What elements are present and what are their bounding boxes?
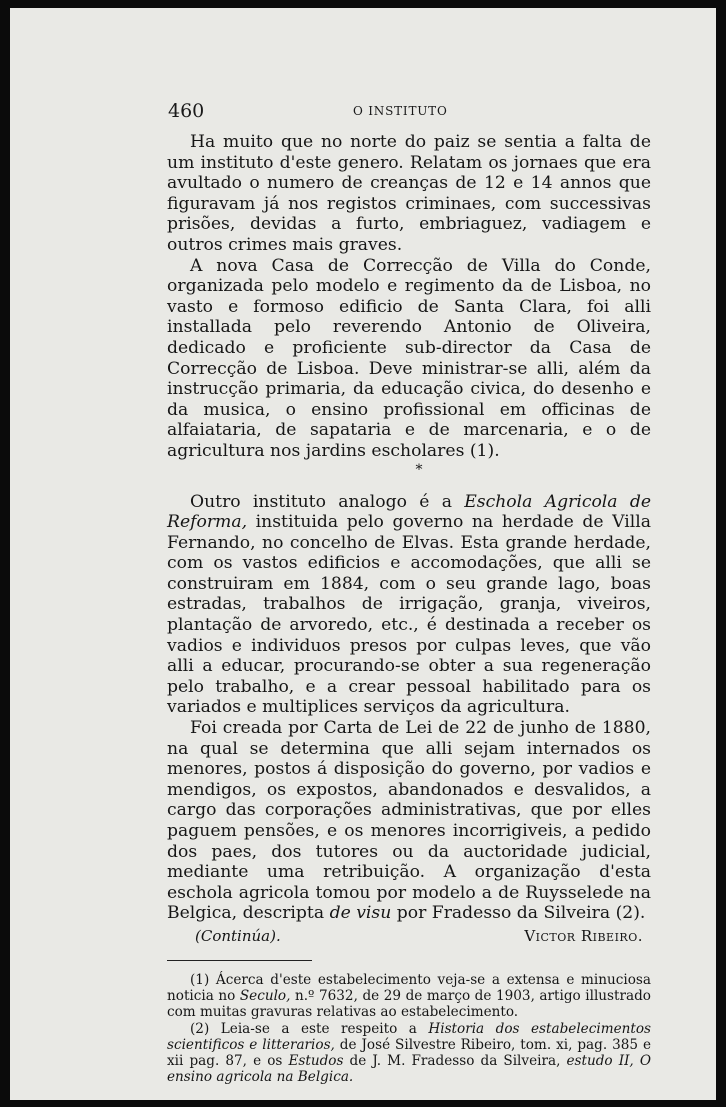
fn2-italic-f: estudo II, O ensino agricola na Belgica.	[167, 1052, 651, 1086]
p4-text-start: Foi creada por Carta de Lei de 22 de junho de 1880, na qual se determina que alli sejam internados os menores, postos á disposição do governo, por vadios e mendigos, os expostos, abandonados e desvalidos, a cargo das corporações administrativas, que por elles paguem pensões, e os menores incorrigiveis, a pedido dos paes, dos tutores ou da auctoridade judicial, mediante uma retribuição. A organização d'esta eschola agricola tomou por modelo a de Ruysselede na Belgica, descripta	[167, 718, 651, 924]
p3-text-start: Outro instituto analogo é a	[190, 491, 465, 512]
p4-italic-phrase: de visu	[329, 903, 392, 924]
fn2-text-c: de José Silvestre Ribeiro, tom. xi, pag. 385 e xii pag. 87, e os	[167, 1036, 651, 1069]
p4-text-end: por Fradesso da Silveira (2).	[391, 903, 646, 924]
running-title: O INSTITUTO	[353, 104, 448, 118]
fn1-italic: Seculo,	[239, 988, 291, 1005]
page-header	[168, 100, 650, 124]
footnote-rule	[167, 960, 312, 961]
page-number: 460	[168, 100, 205, 122]
author-name: Victor Ribeiro.	[524, 926, 643, 945]
fn2-italic-b: Historia dos estabelecimentos scientificos e litterarios,	[167, 1020, 652, 1053]
footnote-1	[167, 972, 651, 1021]
book-page	[10, 8, 716, 1100]
footnotes	[167, 972, 651, 1085]
fn2-italic-d: Estudos	[288, 1052, 344, 1069]
fn2-text-e: de J. M. Fradesso da Silveira,	[343, 1052, 567, 1069]
paragraph-4	[167, 718, 651, 924]
article-body	[167, 132, 651, 1085]
footnote-2	[167, 1021, 651, 1086]
fn2-text-a: (2) Leia-se a este respeito a	[190, 1020, 429, 1037]
fn1-text-start: (1) Ácerca d'este estabelecimento veja-se a extensa e minuciosa noticia no	[167, 971, 651, 1005]
fn1-text-end: n.º 7632, de 29 de março de 1903, artigo illustrado com muitas gravuras relativas ao estabelecimento.	[167, 988, 651, 1021]
p3-text-end: instituida pelo governo na herdade de Villa Fernando, no concelho de Elvas. Esta grande herdade, com os vastos edificios e accomodações, que alli se construiram em 1884, com o seu grande lago, boas estradas, trabalhos de irrigação, granja, viveiros, plantação de arvoredo, etc., é destinada a receber os vadios e individuos presos por culpas leves, que vão alli a educar, procurando-se obter a sua regeneração pelo trabalho, e a crear pessoal habilitado para os variados e multiplices serviços da agricultura.	[167, 512, 651, 718]
continua-note: (Continúa).	[195, 926, 281, 945]
paragraph-3	[167, 492, 651, 719]
paragraph-2: A nova Casa de Correcção de Villa do Conde, organizada pelo modelo e regimento da de Lisboa, no vasto e formoso edificio de Santa Clara, foi alli installada pelo reverendo Antonio de Oliveira, dedicado e proficiente sub-director da Casa de Correcção de Lisboa. Deve ministrar-se alli, além da instrucção primaria, da educação civica, do desenho e da musica, o ensino profissional em officinas de alfaiataria, de sapataria e de marcenaria, e o de agricultura nos jardins escholares (1).	[167, 255, 651, 461]
signature-line	[167, 926, 651, 946]
p3-italic-title: Eschola Agricola de Reforma,	[167, 491, 651, 533]
paragraph-1: Ha muito que no norte do paiz se sentia a falta de um instituto d'este genero. Relatam os jornaes que era avultado o numero de creanças de 12 e 14 annos que figuravam já nos registos criminaes, com successivas prisões, devidas a furto, embriaguez, vadiagem e outros crimes mais graves.	[167, 132, 651, 255]
section-separator: *	[415, 461, 423, 478]
